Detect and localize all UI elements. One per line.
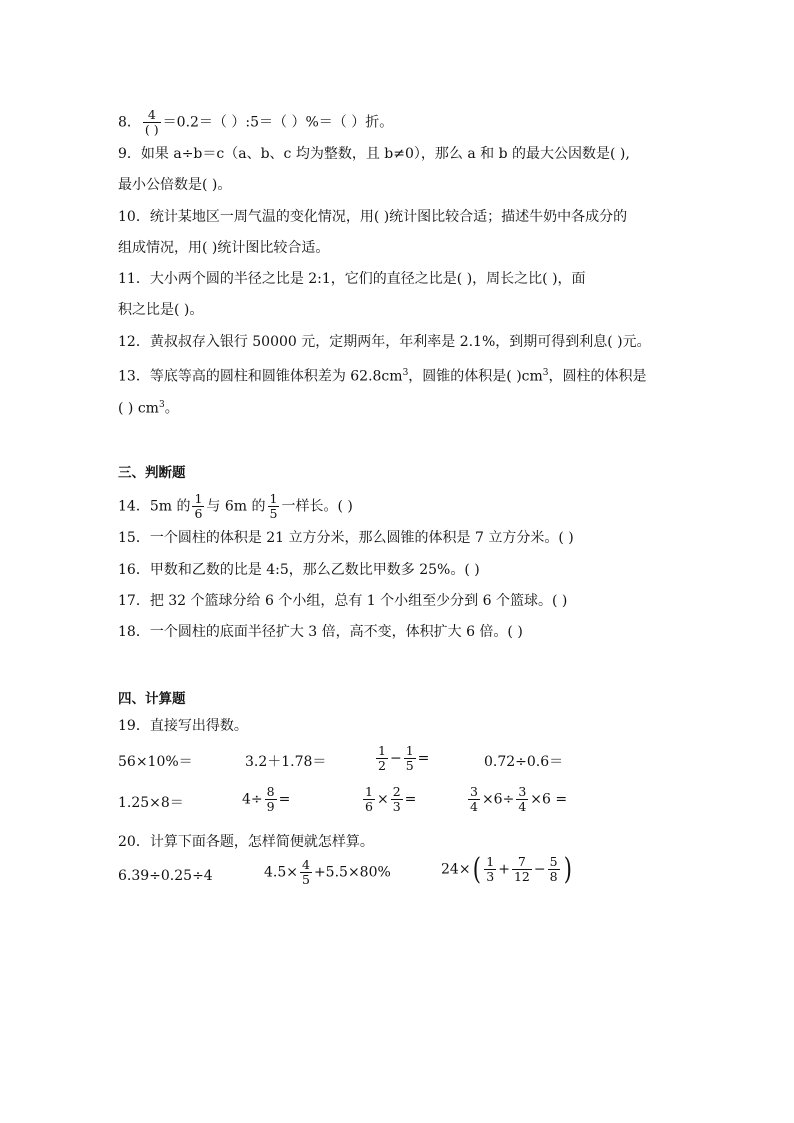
q14-fraction-1: $\frac{1}{6}$ <box>194 491 203 521</box>
calc-3.2-plus-1.78: 3.2＋1.78＝ <box>245 754 327 770</box>
calc-4.5-times: 4.5× $\frac{4}{5}$ +5.5×80% <box>264 857 391 887</box>
question-17: 17．把 32 个篮球分给 6 个小组，总有 1 个小组至少分到 6 个篮球。( ) <box>118 593 568 609</box>
question-14: 14．5m 的 $\frac{1}{6}$ 与 6m 的 $\frac{1}{5}$ 一样长。( ) <box>118 491 353 521</box>
question-15: 15．一个圆柱的体积是 21 立方分米，那么圆锥的体积是 7 立方分米。( ) <box>118 530 574 546</box>
q8-number: 8． <box>118 114 141 131</box>
question-10-line2: 组成情况，用( )统计图比较合适。 <box>118 240 330 256</box>
section-calculation-title: 四、计算题 <box>118 691 186 707</box>
question-9-line1: 9．如果 a÷b＝c（a、b、c 均为整数，且 b≠0），那么 a 和 b 的最大公因数是( ), <box>118 146 630 162</box>
question-10-line1: 10．统计某地区一周气温的变化情况，用( )统计图比较合适；描述牛奶中各成分的 <box>118 209 628 225</box>
calc-6.39-div: 6.39÷0.25÷4 <box>118 868 213 884</box>
section-judgement-title: 三、判断题 <box>118 465 186 481</box>
question-11-line2: 积之比是( )。 <box>118 302 204 318</box>
q8-text: ＝0.2＝（ ）:5＝（ ）%＝（ ）折。 <box>162 114 394 131</box>
calc-1.25x8: 1.25×8＝ <box>118 795 184 811</box>
question-19: 19．直接写出得数。 <box>118 718 248 734</box>
calc-24-times-bracket: 24×( $\frac{1}{3}$ + $\frac{7}{12}$ − $\frac{5}{8}$ ) <box>441 851 572 887</box>
calc-three-quarters-x6: $\frac{3}{4}$ ×6÷ $\frac{3}{4}$ ×6 = <box>470 784 568 814</box>
calc-56x10pct: 56×10%＝ <box>118 754 193 770</box>
question-18: 18．一个圆柱的底面半径扩大 3 倍，高不变，体积扩大 6 倍。( ) <box>118 624 523 640</box>
calc-4-div-8-9: 4÷ $\frac{8}{9}$ = <box>242 784 291 814</box>
question-13-line1: 13．等底等高的圆柱和圆锥体积差为 $62.8cm^3$，圆锥的体积是( )$cm^3$，圆柱的体积是 <box>118 368 647 385</box>
calc-0.72-div-0.6: 0.72÷0.6＝ <box>484 754 564 770</box>
q14-fraction-2: $\frac{1}{5}$ <box>269 491 278 521</box>
question-8 <box>118 108 393 137</box>
question-13-line2: ( ) $cm^3$。 <box>118 400 179 417</box>
calc-sixth-times-two-thirds: $\frac{1}{6}$ × $\frac{2}{3}$ = <box>365 784 417 814</box>
question-16: 16．甲数和乙数的比是 4:5，那么乙数比甲数多 25%。( ) <box>118 562 480 578</box>
q8-fraction: $\frac{4}{( )}$ <box>144 107 159 137</box>
question-12: 12．黄叔叔存入银行 50000 元，定期两年，年利率是 2.1%，到期可得到利息( )元。 <box>118 334 651 350</box>
question-9-line2: 最小公倍数是( )。 <box>118 177 232 193</box>
question-11-line1: 11．大小两个圆的半径之比是 2:1，它们的直径之比是( )，周长之比( )，面 <box>118 271 586 287</box>
question-20: 20．计算下面各题，怎样简便就怎样算。 <box>118 834 374 850</box>
calc-half-minus-fifth: $\frac{1}{2}$ − $\frac{1}{5}$ = <box>378 743 430 773</box>
